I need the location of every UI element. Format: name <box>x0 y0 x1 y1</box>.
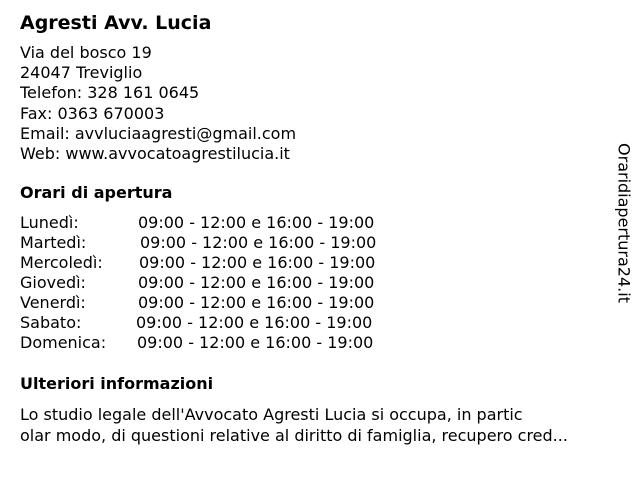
hours-row-monday <box>20 213 440 233</box>
description-line: olar modo, di questioni relative al diritto di famiglia, recupero cred... <box>20 426 568 445</box>
website-link[interactable]: Web: www.avvocatoagrestilucia.it <box>20 143 290 163</box>
hours-row-friday <box>20 293 440 313</box>
day-label: Domenica: <box>20 333 107 352</box>
fax-number: Fax: 0363 670003 <box>20 103 165 123</box>
day-label: Martedì: <box>20 233 87 252</box>
hours-row-saturday <box>20 313 440 333</box>
day-label: Lunedì: <box>20 213 79 232</box>
address-city: 24047 Treviglio <box>20 63 143 83</box>
hours-row-wednesday <box>20 253 440 273</box>
time-range: 09:00 - 12:00 e 16:00 - 19:00 <box>137 333 374 352</box>
site-watermark <box>612 135 636 310</box>
time-range: 09:00 - 12:00 e 16:00 - 19:00 <box>138 293 375 312</box>
time-range: 09:00 - 12:00 e 16:00 - 19:00 <box>139 253 376 272</box>
time-range: 09:00 - 12:00 e 16:00 - 19:00 <box>136 313 373 332</box>
phone-number[interactable]: Telefon: 328 161 0645 <box>20 83 200 103</box>
day-label: Sabato: <box>20 313 82 332</box>
description-line: Lo studio legale dell'Avvocato Agresti Lucia si occupa, in partic <box>20 405 523 424</box>
contact-block <box>20 43 296 164</box>
hours-row-tuesday <box>20 233 440 253</box>
time-range: 09:00 - 12:00 e 16:00 - 19:00 <box>138 273 375 292</box>
time-range: 09:00 - 12:00 e 16:00 - 19:00 <box>140 233 377 252</box>
address-street: Via del bosco 19 <box>20 43 152 62</box>
site-watermark-label: Oraridiapertura24.it <box>614 142 634 303</box>
day-label: Mercoledì: <box>20 253 103 272</box>
time-range: 09:00 - 12:00 e 16:00 - 19:00 <box>138 213 375 232</box>
opening-hours-table <box>20 213 440 353</box>
description-text <box>20 404 568 446</box>
opening-hours-heading: Orari di apertura <box>20 183 173 202</box>
hours-row-thursday <box>20 273 440 293</box>
more-info-heading: Ulteriori informazioni <box>20 374 214 393</box>
email-address[interactable]: Email: avvluciaagresti@gmail.com <box>20 123 297 143</box>
day-label: Venerdì: <box>20 293 86 312</box>
business-name: Agresti Avv. Lucia <box>20 12 212 34</box>
day-label: Giovedì: <box>20 273 86 292</box>
hours-row-sunday <box>20 333 440 353</box>
